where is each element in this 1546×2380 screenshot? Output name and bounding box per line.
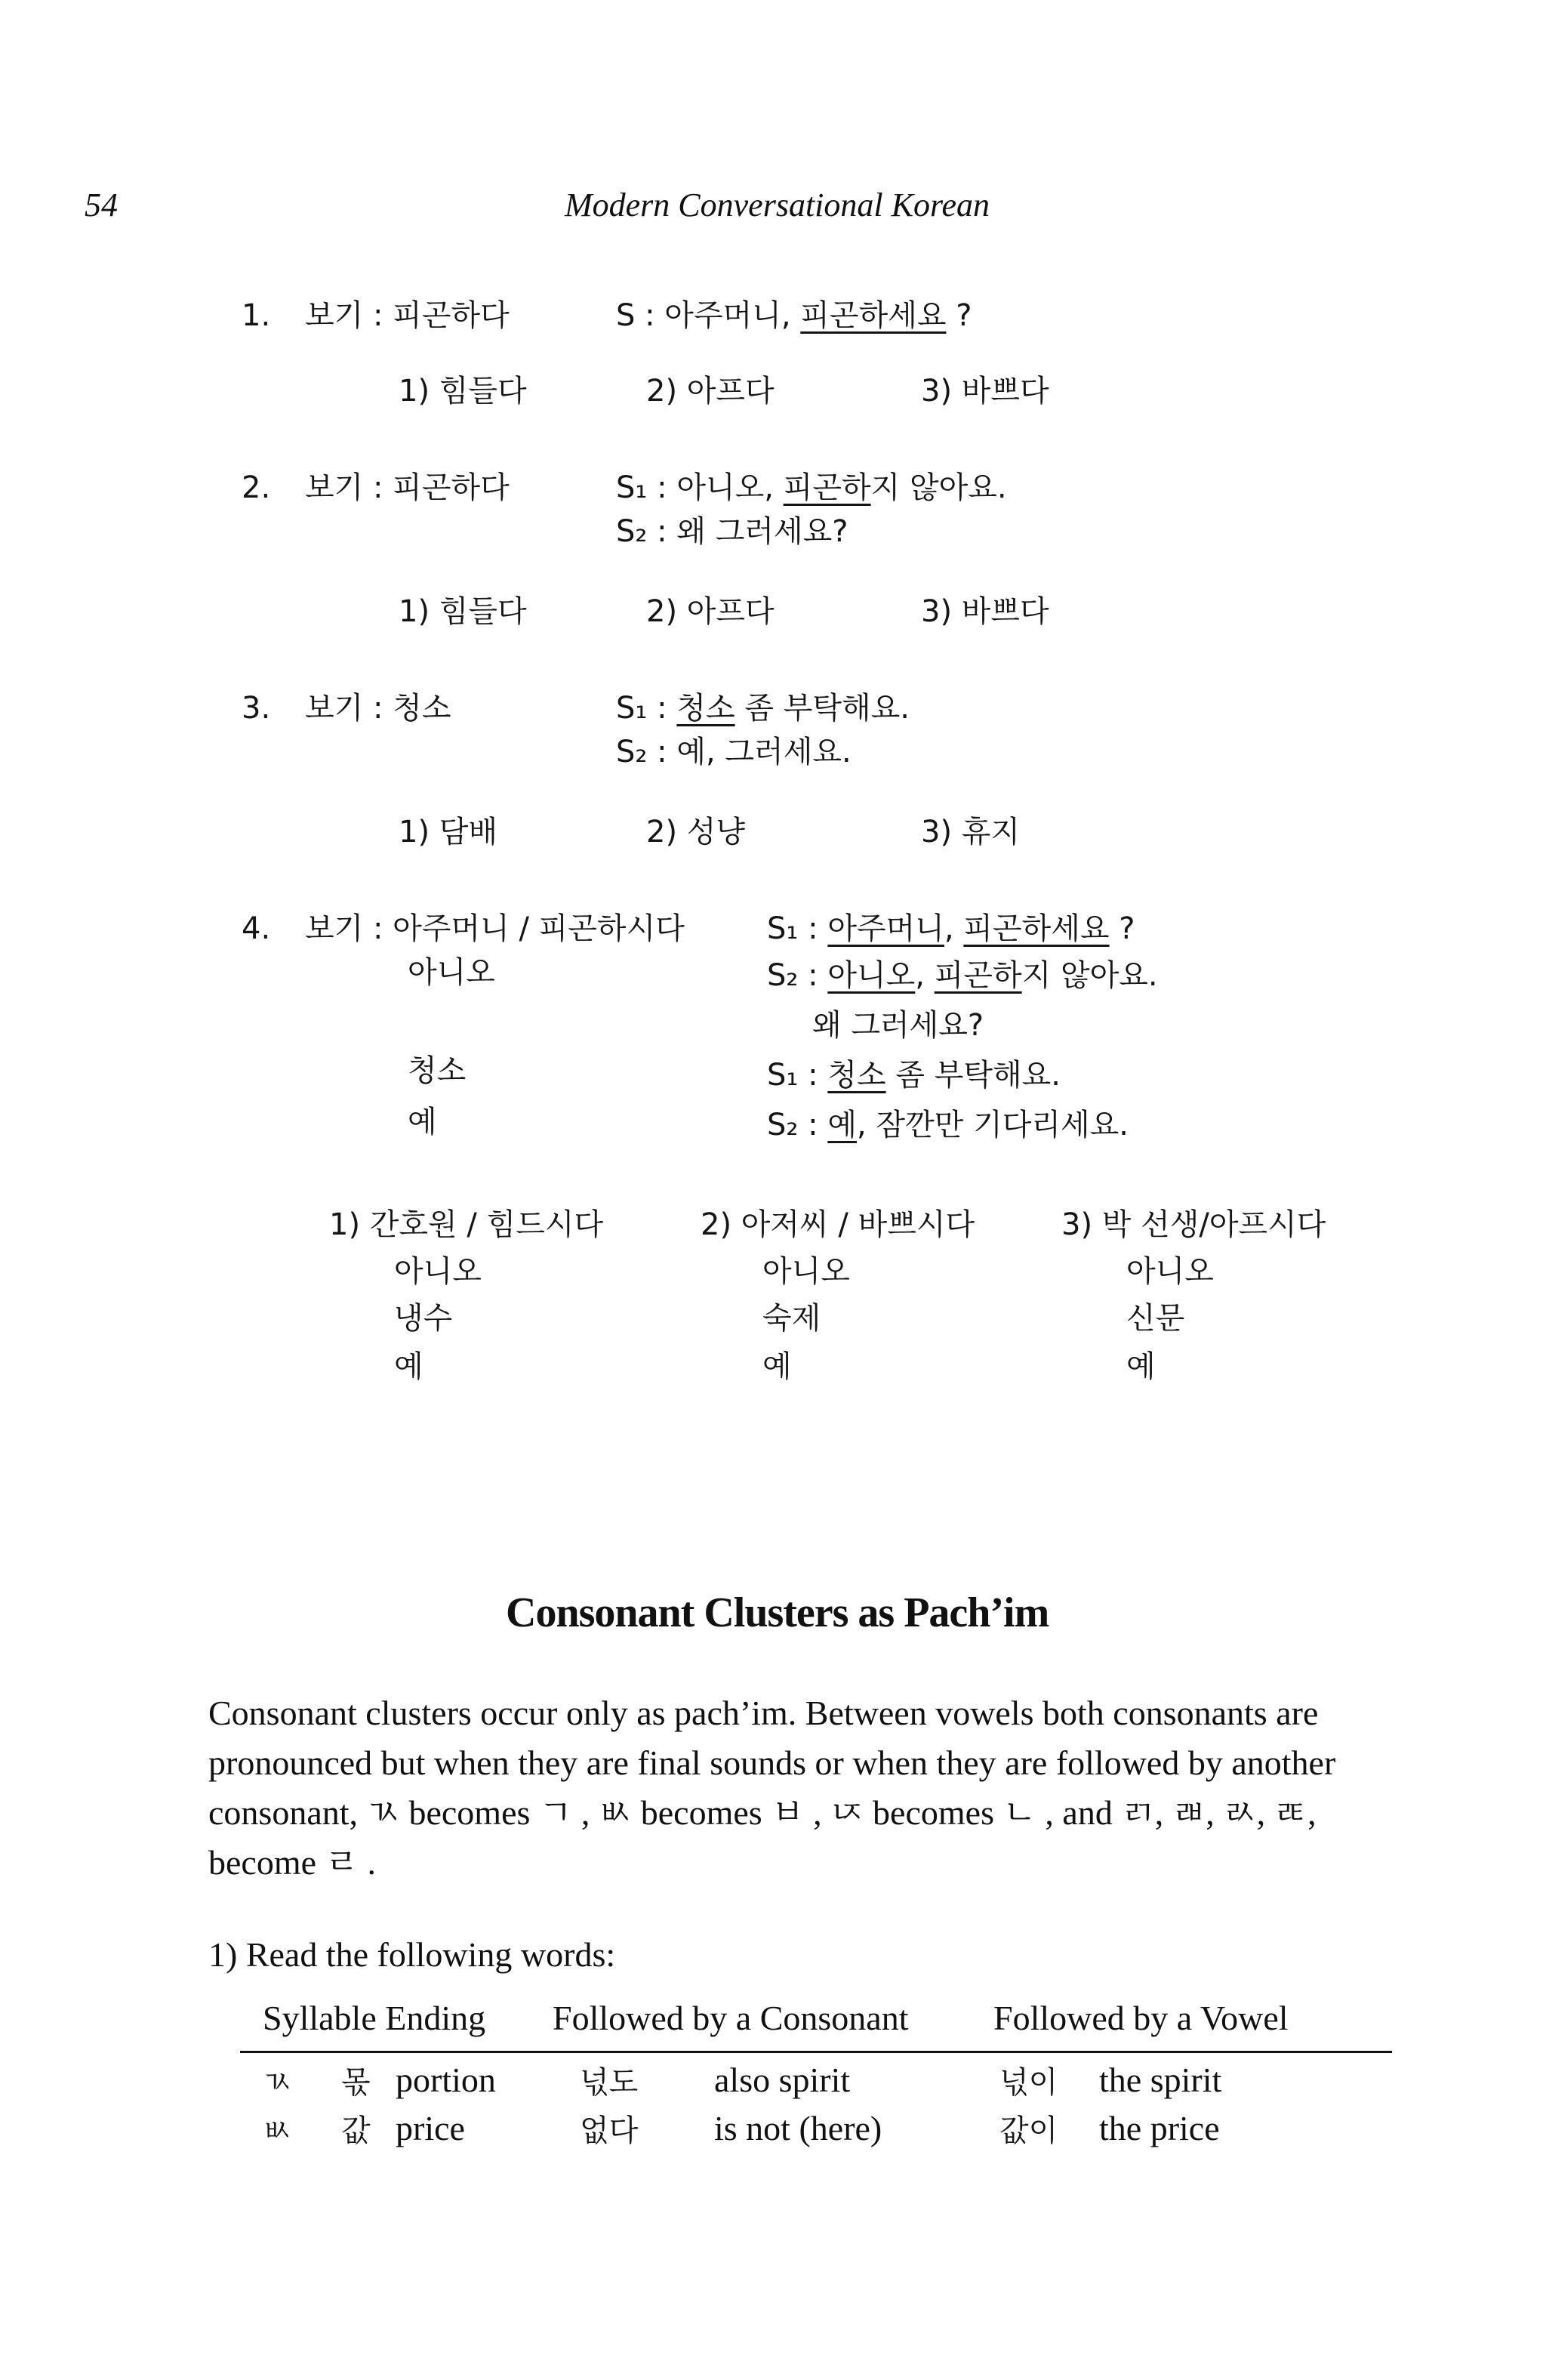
target-word: 예	[827, 1108, 857, 1142]
option-1-title: 1) 간호원 / 힘드시다	[329, 1207, 604, 1242]
choice-3: 3) 바쁘다	[921, 594, 1049, 629]
choice-2: 2) 아프다	[646, 374, 775, 408]
target-word: 피곤하세요	[963, 911, 1110, 946]
speaker-s1: S₁	[767, 1058, 799, 1093]
example-prompt: 보기 : 청소	[305, 691, 451, 726]
line-end: 지 않아요.	[1021, 958, 1158, 993]
vowel-gloss: the spirit	[1099, 2061, 1222, 2099]
dialogue-line-s1	[616, 470, 1007, 506]
speaker-s1: S₁	[616, 691, 648, 726]
cluster-ending: ㄳ	[263, 2065, 292, 2100]
comma: ,	[915, 958, 925, 993]
exercise-number: 1.	[242, 298, 271, 333]
section-paragraph: Consonant clusters occur only as pach’im. Between vowels both consonants are pronounced but when they are final sounds or when they are followed by another consonant, ㄳ becomes ㄱ , ㅄ becomes ㅂ , ㄵ becomes ㄴ , and ㄺ, ㄼ, ㄽ, ㄾ, become ㄹ .	[208, 1694, 1336, 1882]
cluster-word: 값	[341, 2113, 371, 2148]
line-text: : 예, 그러세요.	[657, 735, 852, 769]
line-text: : 왜 그러세요?	[657, 514, 848, 549]
speaker-label	[616, 298, 972, 334]
option-2-line-1: 아니오	[762, 1254, 850, 1289]
target-word: 피곤하	[783, 470, 871, 505]
column-header-syllable-ending: Syllable Ending	[263, 1999, 486, 2037]
consonant-word: 넋도	[580, 2065, 639, 2100]
exercise-number: 3.	[242, 691, 271, 726]
choice-3: 3) 바쁘다	[921, 374, 1049, 408]
target-word: 피곤하	[934, 958, 1022, 993]
speaker-s1: S₁	[767, 911, 799, 946]
option-1-line-2: 냉수	[394, 1301, 453, 1336]
option-1-line-1: 아니오	[394, 1254, 482, 1289]
dialogue-line-s2	[616, 734, 852, 770]
comma: ,	[944, 911, 954, 946]
dialogue-line-s2	[767, 957, 1158, 994]
option-2-line-2: 숙제	[762, 1301, 821, 1336]
cue-yes: 예	[408, 1105, 437, 1139]
cluster-ending: ㅄ	[263, 2113, 292, 2148]
dialogue-line-s4	[767, 1107, 1129, 1143]
cue-object: 청소	[408, 1053, 467, 1088]
example-prompt: 보기 : 피곤하다	[305, 298, 510, 333]
option-3-line-3: 예	[1126, 1349, 1156, 1384]
choice-2: 2) 성냥	[646, 815, 746, 849]
consonant-word: 없다	[580, 2113, 639, 2148]
target-word: 청소	[827, 1058, 886, 1093]
column-header-followed-by-vowel: Followed by a Vowel	[993, 1999, 1289, 2037]
speaker-s2: S₂	[616, 514, 648, 549]
choice-1: 1) 힘들다	[399, 594, 527, 629]
speaker-s2: S₂	[767, 958, 799, 993]
gloss: price	[396, 2109, 465, 2147]
speaker-s: S	[616, 298, 636, 333]
speaker-s2: S₂	[767, 1108, 799, 1142]
consonant-gloss: also spirit	[714, 2061, 851, 2099]
target-word: 피곤하세요	[800, 298, 947, 333]
cue-no: 아니오	[408, 955, 495, 990]
option-1-line-3: 예	[394, 1349, 423, 1384]
line-end: , 잠깐만 기다리세요.	[857, 1108, 1129, 1142]
option-3-line-1: 아니오	[1126, 1254, 1214, 1289]
choice-3: 3) 휴지	[921, 815, 1021, 849]
line-end: 좀 부탁해요.	[895, 1058, 1061, 1093]
page-number: 54	[85, 187, 118, 224]
dialogue-line-s3	[767, 1057, 1061, 1093]
choice-2: 2) 아프다	[646, 594, 775, 629]
speaker-s1: S₁	[616, 470, 648, 505]
speaker-s2: S₂	[616, 735, 648, 769]
running-title: Modern Conversational Korean	[565, 187, 990, 224]
colon: :	[657, 691, 667, 726]
dialogue-line-s1	[767, 911, 1135, 947]
dialogue-line-s2	[616, 513, 848, 550]
choice-1: 1) 힘들다	[399, 374, 527, 408]
option-2-title: 2) 아저씨 / 바쁘시다	[701, 1207, 975, 1242]
choice-1: 1) 담배	[399, 815, 498, 849]
target-word: 아니오	[827, 958, 916, 993]
gloss: portion	[396, 2061, 496, 2099]
vowel-word: 값이	[999, 2113, 1058, 2148]
dialogue-line-s1	[616, 690, 910, 726]
colon: :	[808, 958, 818, 993]
colon: :	[808, 1108, 818, 1142]
colon: :	[808, 1058, 818, 1093]
dialogue-line-s2-cont: 왜 그러세요?	[812, 1008, 984, 1043]
target-word: 아주머니	[827, 911, 944, 946]
option-2-line-3: 예	[762, 1349, 792, 1384]
vowel-word: 넋이	[999, 2065, 1058, 2100]
consonant-gloss: is not (here)	[714, 2109, 882, 2147]
exercise-number: 2.	[242, 470, 271, 505]
target-word: 청소	[676, 691, 735, 726]
vowel-gloss: the price	[1099, 2109, 1220, 2147]
option-3-title: 3) 박 선생/아프시다	[1061, 1207, 1326, 1242]
example-prompt: 보기 : 아주머니 / 피곤하시다	[305, 911, 685, 946]
line-end: 지 않아요.	[870, 470, 1007, 505]
line-end: 좀 부탁해요.	[744, 691, 910, 726]
table-rule	[240, 2051, 1392, 2053]
question-mark: ?	[1119, 911, 1135, 946]
section-heading: Consonant Clusters as Pach’im	[506, 1589, 1049, 1636]
reading-instruction: 1) Read the following words:	[208, 1935, 616, 1974]
exercise-number: 4.	[242, 911, 271, 946]
example-prompt: 보기 : 피곤하다	[305, 470, 510, 505]
speaker-line: : 아주머니,	[645, 298, 791, 333]
cluster-word: 몫	[341, 2065, 371, 2100]
question-mark: ?	[956, 298, 972, 333]
colon: :	[808, 911, 818, 946]
option-3-line-2: 신문	[1126, 1301, 1185, 1336]
column-header-followed-by-consonant: Followed by a Consonant	[553, 1999, 909, 2037]
line-start: : 아니오,	[657, 470, 774, 505]
